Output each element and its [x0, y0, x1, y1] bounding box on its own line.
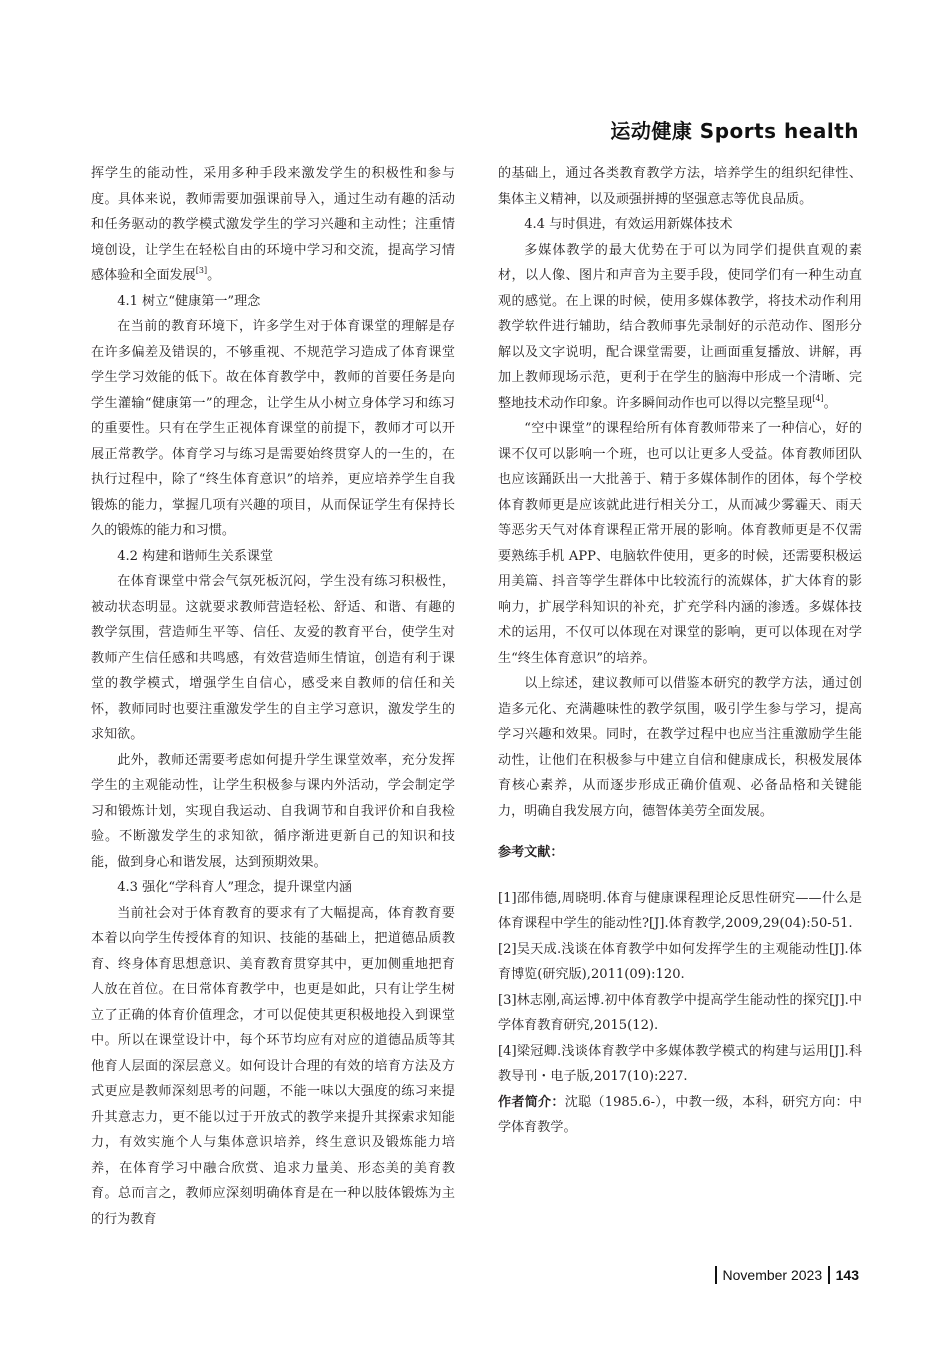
section-heading-4-3: 4.3 强化“学科育人”理念，提升课堂内涵	[117, 880, 352, 895]
citation-4[interactable]: [4]	[812, 393, 824, 403]
section-heading-4-1: 4.1 树立“健康第一”理念	[117, 293, 261, 309]
paragraph-intro-continued: 挥学生的能动性，采用多种手段来激发学生的积极性和参与度。具体来说，教师需要加强课前导入，通过生动有趣的活动和任务驱动的教学模式激发学生的学习兴趣和主动性；注重情境创设，让学生在轻松自由的环境中学习和交流，提高学习情感体验和全面发展[3]。	[91, 166, 455, 283]
journal-section-title: 运动健康 Sports health	[610, 119, 859, 143]
section-heading-4-2: 4.2 构建和谐师生关系课堂	[117, 548, 274, 564]
paragraph-4-2: 在体育课堂中常会气氛死板沉闷，学生没有练习积极性，被动状态明显。这就要求教师营造轻松、舒适、和谐、有趣的教学氛围，营造师生平等、信任、友爱的教育平台，使学生对教师产生信任感和共鸣感，有效营造师生情谊，创造有利于课堂的教学模式，增强学生自信心，感受来自教师的信任和关怀，教师同时也要注重激发学生的自主学习意识，激发学生的求知欲。	[91, 574, 455, 742]
section-heading-4-4: 4.4 与时俱进，有效运用新媒体技术	[524, 217, 733, 232]
footer-divider	[715, 1266, 717, 1284]
paragraph-4-2-b: 此外，教师还需要考虑如何提升学生课堂效率，充分发挥学生的主观能动性，让学生积极参与课内外活动，学会制定学习和锻炼计划，实现自我运动、自我调节和自我评价和自我检验。不断激发学生的求知欲，循序渐进更新自己的知识和技能，做到身心和谐发展，达到预期效果。	[91, 752, 455, 870]
author-bio-label: 作者简介：	[498, 1094, 565, 1110]
paragraph-4-3: 当前社会对于体育教育的要求有了大幅提高，体育教育要本着以向学生传授体育的知识、技能的基础上，把道德品质教育、终身体育思想意识、美育教育贯穿其中，更加侧重地把育人放在首位。在日常体育教学中，也更是如此，只有让学生树立了正确的体育价值理念，才可以促使其更积极地投入到课堂中。所以在课堂设计中，每个环节均应有对应的道德品质等其他育人层面的深层意义。如何设计合理的有效的培育方法及方式更应是教师深刻思考的问题，不能一味以大强度的练习来提升其意志力，更不能以过于开放式的教学来提升其探索求知能力，有效实施个人与集体意识培养，终生意识及锻炼能力培养，在体育学习中融合欣赏、追求力量美、形态美的美育教育。总而言之，教师应深刻明确体育是在一种以肢体锻炼为主的行为教育	[91, 905, 455, 1227]
author-bio	[498, 1090, 862, 1141]
footer-divider	[828, 1266, 830, 1284]
left-column	[91, 161, 455, 1232]
citation-3[interactable]: [3]	[195, 266, 208, 275]
paragraph-4-4-b: “空中课堂”的课程给所有体育教师带来了一种信心，好的课不仅可以影响一个班，也可以让更多人受益。体育教师团队也应该踊跃出一大批善于、精于多媒体制作的团体，每个学校体育教师更是应该就此进行相关分工，从而减少雾霾天、雨天等恶劣天气对体育课程正常开展的影响。体育教师更是不仅需要熟练手机 APP、电脑软件使用，更多的时候，还需要积极运用美篇、抖音等学生群体中比较流行的流媒体，扩大体育的影响力，扩展学科知识的补充，扩充学科内涵的渗透。多媒体技术的运用，不仅可以体现在对课堂的影响，更可以体现在对学生“终生体育意识”的培养。	[498, 421, 862, 666]
paragraph-4-3-continued: 的基础上，通过各类教育教学方法，培养学生的组织纪律性、集体主义精神，以及顽强拼搏的坚强意志等优良品质。	[498, 166, 862, 207]
reference-item: [2]吴天成.浅谈在体育教学中如何发挥学生的主观能动性[J].体育博览(研究版),2011(09):120.	[498, 941, 862, 982]
page-number: 143	[835, 1267, 859, 1283]
page-footer	[709, 1266, 859, 1284]
paragraph-4-1: 在当前的教育环境下，许多学生对于体育课堂的理解是存在许多偏差及错误的，不够重视、不规范学习造成了体育课堂学生学习效能的低下。故在体育教学中，教师的首要任务是向学生灌输“健康第一”的理念，让学生从小树立身体学习和练习的重要性。只有在学生正视体育课堂的前提下，教师才可以开展正常教学。体育学习与练习是需要始终贯穿人的一生的，在执行过程中，除了“终生体育意识”的培养，更应培养学生自我锻炼的能力，掌握几项有兴趣的项目，从而保证学生有保持长久的锻炼的能力和习惯。	[91, 319, 455, 538]
references-title: 参考文献：	[498, 845, 564, 860]
paragraph-4-4: 多媒体教学的最大优势在于可以为同学们提供直观的素材，以人像、图片和声音为主要手段，使同学们有一种生动直观的感觉。在上课的时候，使用多媒体教学，将技术动作利用教学软件进行辅助，结合教师事先录制好的示范动作、图形分解以及文字说明，配合课堂需要，让画面重复播放、讲解，再加上教师现场示范，更利于在学生的脑海中形成一个清晰、完整地技术动作印象。许多瞬间动作也可以得以完整呈现[4]。	[498, 242, 862, 411]
right-column	[498, 161, 862, 1141]
author-bio-text: 沈聪（1985.6-），中教一级，本科，研究方向：中学体育教学。	[498, 1094, 862, 1135]
footer-issue-date: November 2023	[722, 1267, 823, 1283]
paragraph-conclusion: 以上综述，建议教师可以借鉴本研究的教学方法，通过创造多元化、充满趣味性的教学氛围，吸引学生参与学习，提高学习兴趣和效果。同时，在教学过程中也应当注重激励学生能动性，让他们在积极参与中建立自信和健康成长，积极发展体育核心素养，从而逐步形成正确价值观、必备品格和关键能力，明确自我发展方向，德智体美劳全面发展。	[498, 676, 862, 819]
reference-item: [3]林志刚,高运博.初中体育教学中提高学生能动性的探究[J].中学体育教育研究,2015(12).	[498, 992, 862, 1033]
reference-item: [4]梁冠卿.浅谈体育教学中多媒体教学模式的构建与运用[J].科教导刊・电子版,2017(10):227.	[498, 1043, 862, 1084]
reference-item: [1]邵伟德,周晓明.体育与健康课程理论反思性研究——什么是体育课程中学生的能动性?[J].体育教学,2009,29(04):50-51.	[498, 890, 862, 931]
